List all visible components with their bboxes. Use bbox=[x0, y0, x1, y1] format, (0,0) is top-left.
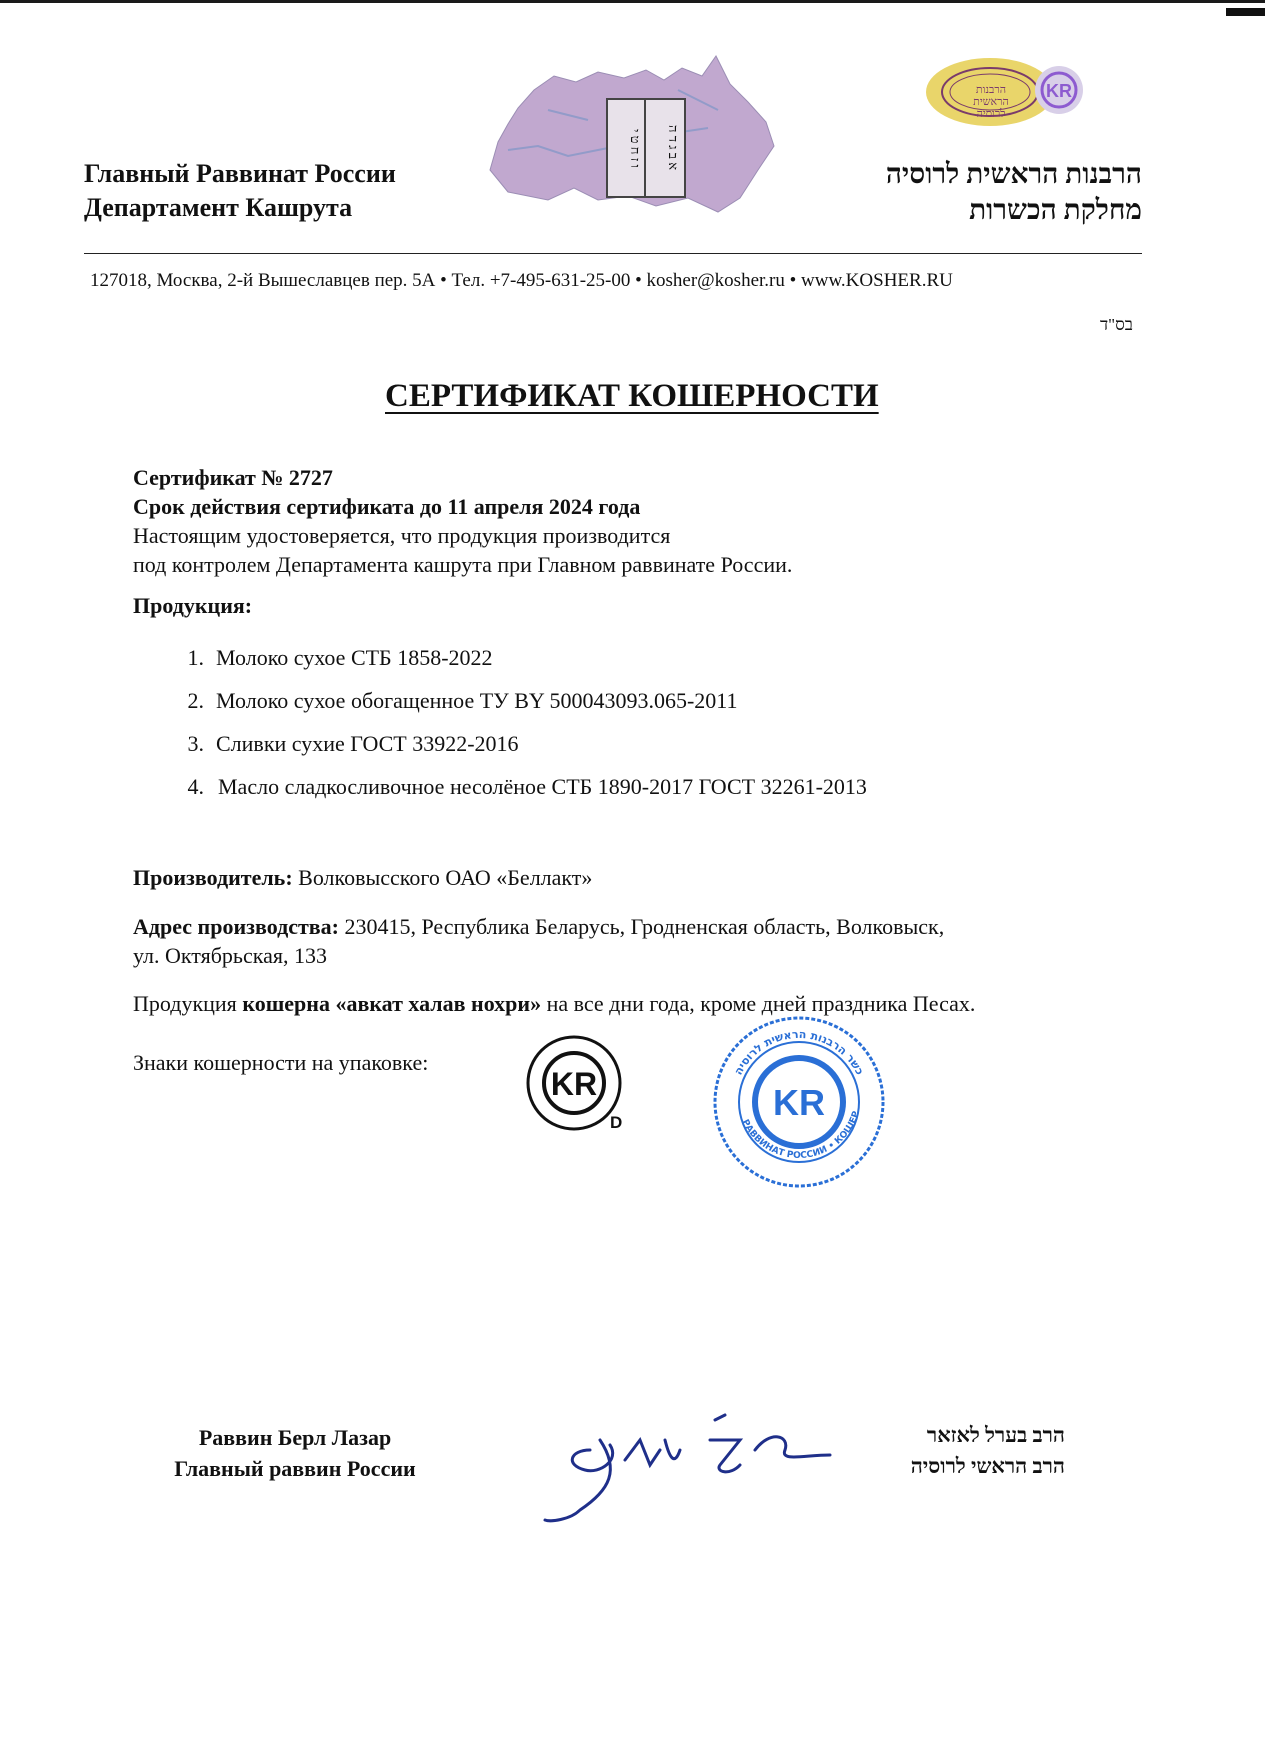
certificate-number: Сертификат № 2727 bbox=[133, 465, 333, 490]
scan-corner-mark bbox=[1226, 8, 1265, 16]
bsd-mark: בס"ד bbox=[1100, 315, 1133, 334]
signatory-name-he: הרב בערל לאזאר bbox=[926, 1423, 1065, 1447]
statement-line-2: под контролем Департамента кашрута при Главном раввинате России. bbox=[133, 552, 793, 577]
stamp-ring-he: כשר הרבנות הראשית לרוסיה bbox=[731, 1027, 867, 1078]
signatory-name-ru: Раввин Берл Лазар bbox=[198, 1425, 392, 1450]
kr-logo-icon bbox=[522, 1035, 627, 1140]
product-name: Масло сладкосливочное несолёное СТБ 1890-2017 ГОСТ 32261-2013 bbox=[218, 774, 867, 799]
page-title: СЕРТИФИКАТ КОШЕРНОСТИ bbox=[385, 378, 879, 414]
address-line-2: ул. Октябрьская, 133 bbox=[133, 943, 327, 968]
status-suffix: на все дни года, кроме дней праздника Песах. bbox=[541, 991, 976, 1016]
logo-suffix: D bbox=[610, 1113, 623, 1132]
org-name-ru: Главный Раввинат России bbox=[84, 159, 396, 188]
department-name-he: מחלקת הכשרות bbox=[969, 195, 1142, 226]
stamp-ring-ru: РАВВИНАТ РОССИИ • КОШЕР bbox=[739, 1110, 862, 1162]
production-address bbox=[133, 912, 944, 970]
russia-map-logo bbox=[478, 50, 778, 220]
header-left bbox=[84, 157, 396, 225]
svg-text:KR: KR bbox=[773, 1082, 825, 1123]
product-name: Молоко сухое СТБ 1858-2022 bbox=[216, 645, 493, 670]
product-number: 3. bbox=[187, 731, 204, 756]
signatory-he bbox=[840, 1420, 1065, 1482]
certificate-validity: Срок действия сертификата до 11 апреля 2024 года bbox=[133, 494, 641, 519]
svg-text:KR: KR bbox=[550, 1066, 598, 1102]
address-label: Адрес производства: bbox=[133, 914, 339, 939]
products-label: Продукция: bbox=[133, 593, 253, 618]
manufacturer-value: Волковысского ОАО «Беллакт» bbox=[292, 865, 593, 890]
list-item bbox=[168, 731, 867, 774]
tablets-icon bbox=[606, 98, 686, 198]
product-name: Молоко сухое обогащенное ТУ BY 500043093.065-2011 bbox=[216, 688, 738, 713]
tablet-right: א ב ג ד ה bbox=[666, 125, 681, 171]
product-number: 4. bbox=[187, 774, 204, 799]
rabbinate-seal bbox=[925, 57, 1087, 127]
seal-text: הרבנות הראשית לרוסיה bbox=[973, 84, 1009, 120]
list-item bbox=[168, 688, 867, 731]
header-right bbox=[830, 157, 1142, 229]
list-item bbox=[168, 645, 867, 688]
certificate-details bbox=[133, 463, 792, 579]
rabbinate-stamp bbox=[712, 1015, 887, 1190]
address-line-1: 230415, Республика Беларусь, Гродненская область, Волковыск, bbox=[338, 914, 945, 939]
kr-logo-text bbox=[558, 1075, 592, 1076]
status-value: кошерна «авкат халав нохри» bbox=[242, 991, 542, 1016]
contact-line: 127018, Москва, 2-й Вышеславцев пер. 5А • Тел. +7-495-631-25-00 • kosher@kosher.ru • www.KOSHER.RU bbox=[90, 270, 953, 291]
org-name-he: הרבנות הראשית לרוסיה bbox=[885, 159, 1142, 190]
manufacturer bbox=[133, 863, 592, 892]
status-prefix: Продукция bbox=[133, 991, 243, 1016]
header-divider bbox=[84, 253, 1142, 254]
scan-top-edge bbox=[0, 0, 1265, 3]
svg-text:כשר הרבנות הראשית לרוסיה bbox=[732, 1028, 867, 1077]
handwritten-signature bbox=[540, 1410, 860, 1530]
statement-line-1: Настоящим удостоверяется, что продукция производится bbox=[133, 523, 671, 548]
svg-text:KR: KR bbox=[1046, 81, 1072, 101]
tablet-left: ו ז ח ט י bbox=[608, 100, 646, 196]
product-number: 2. bbox=[187, 688, 204, 713]
product-name: Сливки сухие ГОСТ 33922-2016 bbox=[216, 731, 519, 756]
signatory-title-he: הרב הראשי לרוסיה bbox=[910, 1454, 1065, 1478]
marks-label: Знаки кошерности на упаковке: bbox=[133, 1050, 429, 1075]
kosher-status bbox=[133, 989, 975, 1018]
signatory-ru bbox=[150, 1422, 440, 1484]
products-list bbox=[168, 645, 867, 817]
list-item bbox=[168, 774, 867, 817]
manufacturer-label: Производитель: bbox=[133, 865, 293, 890]
signatory-title-ru: Главный раввин России bbox=[174, 1456, 416, 1481]
product-number: 1. bbox=[187, 645, 204, 670]
department-name-ru: Департамент Кашрута bbox=[84, 193, 353, 222]
